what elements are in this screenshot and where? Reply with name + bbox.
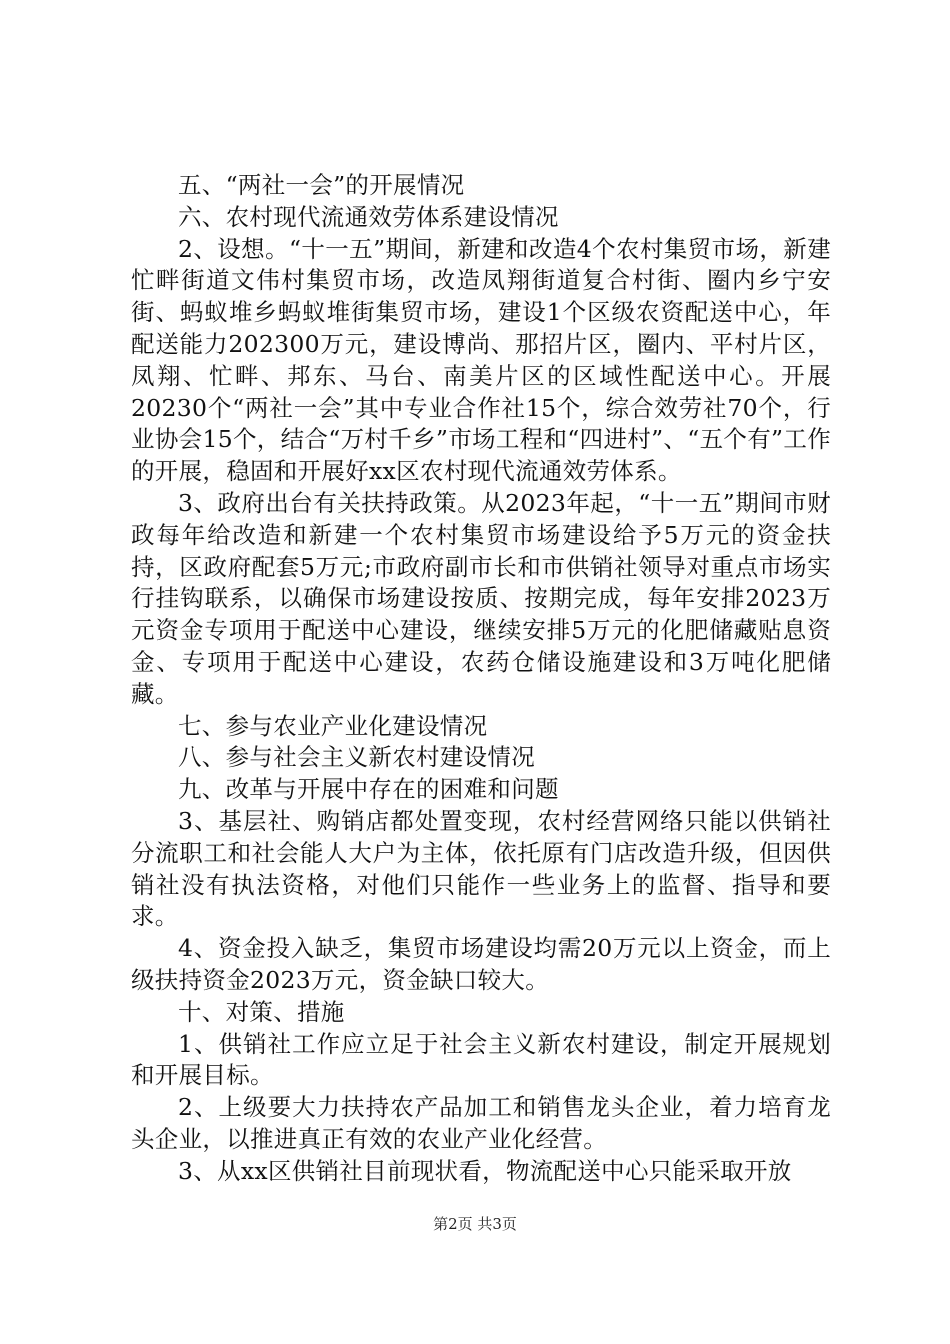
paragraph-measure-3: 3、从xx区供销社目前现状看，物流配送中心只能采取开放 — [178, 1156, 792, 1185]
paragraph-problem-4: 4、资金投入缺乏，集贸市场建设均需20万元以上资金，而上级扶持资金2023万元，资金缺口较大。 — [131, 934, 831, 994]
paragraph-measure-2: 2、上级要大力扶持农产品加工和销售龙头企业，着力培育龙头企业，以推进真正有效的农业产业化经营。 — [131, 1093, 831, 1153]
section-heading-9: 九、改革与开展中存在的困难和问题 — [178, 775, 559, 804]
section-heading-6: 六、农村现代流通效劳体系建设情况 — [178, 202, 559, 231]
paragraph-plan: 2、设想。“十一五”期间，新建和改造4个农村集贸市场，新建忙畔街道文伟村集贸市场，改造凤翔街道复合村街、圈内乡宁安街、蚂蚁堆乡蚂蚁堆街集贸市场，建设1个区级农资配送中心，年配送能力202300万元，建设博尚、那招片区，圈内、平村片区，凤翔、忙畔、邦东、马台、南美片区的区域性配送中心。开展20230个“两社一会”其中专业合作社15个，综合效劳社70个，行业协会15个，结合“万村千乡”市场工程和“四进村”、“五个有”工作的开展，稳固和开展好xx区农村现代流通效劳体系。 — [131, 234, 831, 486]
page-footer: 第2页 共3页 — [433, 1215, 517, 1233]
section-heading-8: 八、参与社会主义新农村建设情况 — [178, 743, 535, 772]
section-heading-7: 七、参与农业产业化建设情况 — [178, 711, 488, 740]
paragraph-problem-3: 3、基层社、购销店都处置变现，农村经营网络只能以供销社分流职工和社会能人大户为主体，依托原有门店改造升级，但因供销社没有执法资格，对他们只能作一些业务上的监督、指导和要求。 — [131, 806, 831, 931]
section-heading-5: 五、“两社一会”的开展情况 — [178, 171, 465, 199]
paragraph-policy: 3、政府出台有关扶持政策。从2023年起，“十一五”期间市财政每年给改造和新建一个农村集贸市场建设给予5万元的资金扶持，区政府配套5万元;市政府副市长和市供销社领导对重点市场实行挂钩联系，以确保市场建设按质、按期完成，每年安排2023万元资金专项用于配送中心建设，继续安排5万元的化肥储藏贴息资金、专项用于配送中心建设，农药仓储设施建设和3万吨化肥储藏。 — [131, 488, 831, 708]
section-heading-10: 十、对策、措施 — [178, 997, 345, 1026]
paragraph-measure-1: 1、供销社工作应立足于社会主义新农村建设，制定开展规划和开展目标。 — [131, 1029, 831, 1090]
document-body — [131, 170, 831, 1188]
